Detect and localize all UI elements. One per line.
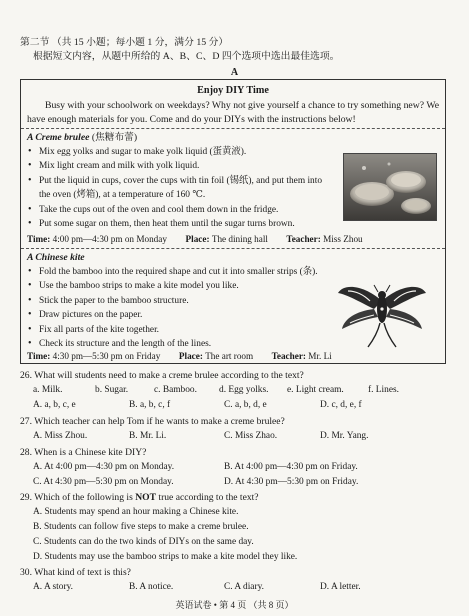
creme-brulee-step: • Take the cups out of the oven and cool them down in the fridge. — [27, 203, 439, 217]
question-26-item: c. Bamboo. — [154, 385, 197, 395]
creme-brulee-step: • Mix light cream and milk with yolk liquid. — [27, 159, 327, 173]
question-29-not: NOT — [135, 492, 156, 503]
answer-option[interactable]: D. Mr. Yang. — [320, 431, 369, 441]
question-29-stem-end: true according to the text? — [156, 492, 259, 503]
creme-brulee-step: • Put the liquid in cups, cover the cups with tin foil (锡纸), and put them into the oven (烤箱), at a temperature of 160 ℃. — [27, 174, 327, 203]
answer-option[interactable]: D. A letter. — [320, 582, 361, 592]
creme-brulee-title-zh: (焦糖布蕾) — [91, 132, 138, 143]
question-26-item: e. Light cream. — [287, 385, 344, 395]
answer-option[interactable]: A. Miss Zhou. — [33, 431, 88, 441]
chinese-kite-step: • Fix all parts of the kite together. — [27, 323, 347, 337]
chinese-kite-place: The art room — [205, 351, 254, 361]
creme-brulee-title-text: A Creme brulee — [27, 132, 90, 143]
chinese-kite-step: • Fold the bamboo into the required shape and cut it into smaller strips (条). — [27, 265, 449, 279]
chinese-kite-info — [27, 351, 332, 363]
place-label: Place: — [185, 234, 210, 244]
notice-title: Enjoy DIY Time — [197, 85, 269, 96]
chinese-kite-step: • Stick the paper to the bamboo structure. — [27, 294, 347, 308]
answer-option[interactable]: C. A diary. — [224, 582, 265, 592]
question-26-item: f. Lines. — [368, 385, 399, 395]
answer-option[interactable]: B. Students can follow five steps to make a creme brulee. — [33, 522, 249, 532]
creme-brulee-photo — [343, 153, 437, 221]
diy-notice-box — [20, 79, 446, 364]
creme-brulee-info — [27, 234, 363, 246]
question-28: 28. When is a Chinese kite DIY? — [20, 447, 147, 458]
question-26-item: a. Milk. — [33, 385, 63, 395]
answer-option[interactable]: C. Miss Zhao. — [224, 431, 278, 441]
answer-option[interactable]: C. Students can do the two kinds of DIYs on the same day. — [33, 537, 254, 547]
answer-option[interactable]: B. At 4:00 pm—4:30 pm on Friday. — [224, 462, 358, 472]
answer-option[interactable]: B. A notice. — [129, 582, 174, 592]
chinese-kite-title: A Chinese kite — [27, 252, 85, 263]
question-26: 26. What will students need to make a creme brulee according to the text? — [20, 370, 304, 381]
creme-brulee-teacher: Miss Zhou — [323, 234, 363, 244]
place-label: Place: — [178, 351, 203, 361]
answer-option[interactable]: A. Students may spend an hour making a Chinese kite. — [33, 507, 239, 517]
creme-brulee-time: 4:00 pm—4:30 pm on Monday — [52, 234, 167, 244]
chinese-kite-step: • Check its structure and the length of the lines. — [27, 337, 347, 351]
chinese-kite-step: • Draw pictures on the paper. — [27, 308, 347, 322]
question-27: 27. Which teacher can help Tom if he wants to make a creme brulee? — [20, 416, 285, 427]
time-label: Time: — [27, 234, 51, 244]
answer-option[interactable]: A. A story. — [33, 582, 74, 592]
answer-option[interactable]: B. a, b, c, f — [129, 400, 171, 410]
chinese-kite-illustration — [334, 279, 430, 349]
divider — [21, 248, 445, 249]
teacher-label: Teacher: — [271, 351, 306, 361]
notice-intro: Busy with your schoolwork on weekdays? Why not give yourself a chance to try something new? We have enough materials for you. Come and do your DIYs with the instructions below! — [27, 100, 439, 126]
chinese-kite-teacher: Mr. Li — [308, 351, 332, 361]
chinese-kite-time: 4:30 pm—5:30 pm on Friday — [52, 351, 161, 361]
chinese-kite-steps — [27, 265, 347, 351]
divider — [21, 128, 445, 129]
question-29-stem-start: 29. Which of the following is — [20, 492, 136, 503]
creme-brulee-steps — [27, 145, 327, 231]
time-label: Time: — [27, 351, 51, 361]
passage-letter: A — [230, 67, 239, 78]
teacher-label: Teacher: — [286, 234, 321, 244]
creme-brulee-title — [27, 132, 137, 144]
answer-option[interactable]: C. a, b, d, e — [224, 400, 267, 410]
creme-brulee-step: • Mix egg yolks and sugar to make yolk liquid (蛋黄液). — [27, 145, 327, 159]
answer-option[interactable]: D. c, d, e, f — [320, 400, 362, 410]
answer-option[interactable]: A. At 4:00 pm—4:30 pm on Monday. — [33, 462, 175, 472]
question-26-item: d. Egg yolks. — [219, 385, 269, 395]
creme-brulee-place: The dining hall — [211, 234, 268, 244]
page-footer: 英语试卷 • 第 4 页 （共 8 页） — [175, 600, 294, 610]
answer-option[interactable]: B. Mr. Li. — [129, 431, 167, 441]
answer-option[interactable]: D. Students may use the bamboo strips to make a kite model they like. — [33, 552, 298, 562]
answer-option[interactable]: A. a, b, c, e — [33, 400, 76, 410]
question-29 — [20, 492, 259, 504]
section-title: 第二节 （共 15 小题；每小题 1 分，满分 15 分） — [20, 37, 229, 48]
section-instruction: 根据短文内容，从题中所给的 A、B、C、D 四个选项中选出最佳选项。 — [33, 51, 340, 62]
question-30: 30. What kind of text is this? — [20, 567, 131, 578]
answer-option[interactable]: C. At 4:30 pm—5:30 pm on Monday. — [33, 477, 174, 487]
answer-option[interactable]: D. At 4:30 pm—5:30 pm on Friday. — [224, 477, 359, 487]
chinese-kite-step: • Use the bamboo strips to make a kite model you like. — [27, 279, 347, 293]
creme-brulee-step: • Put some sugar on them, then heat them until the sugar turns brown. — [27, 217, 439, 231]
question-26-item: b. Sugar. — [95, 385, 129, 395]
